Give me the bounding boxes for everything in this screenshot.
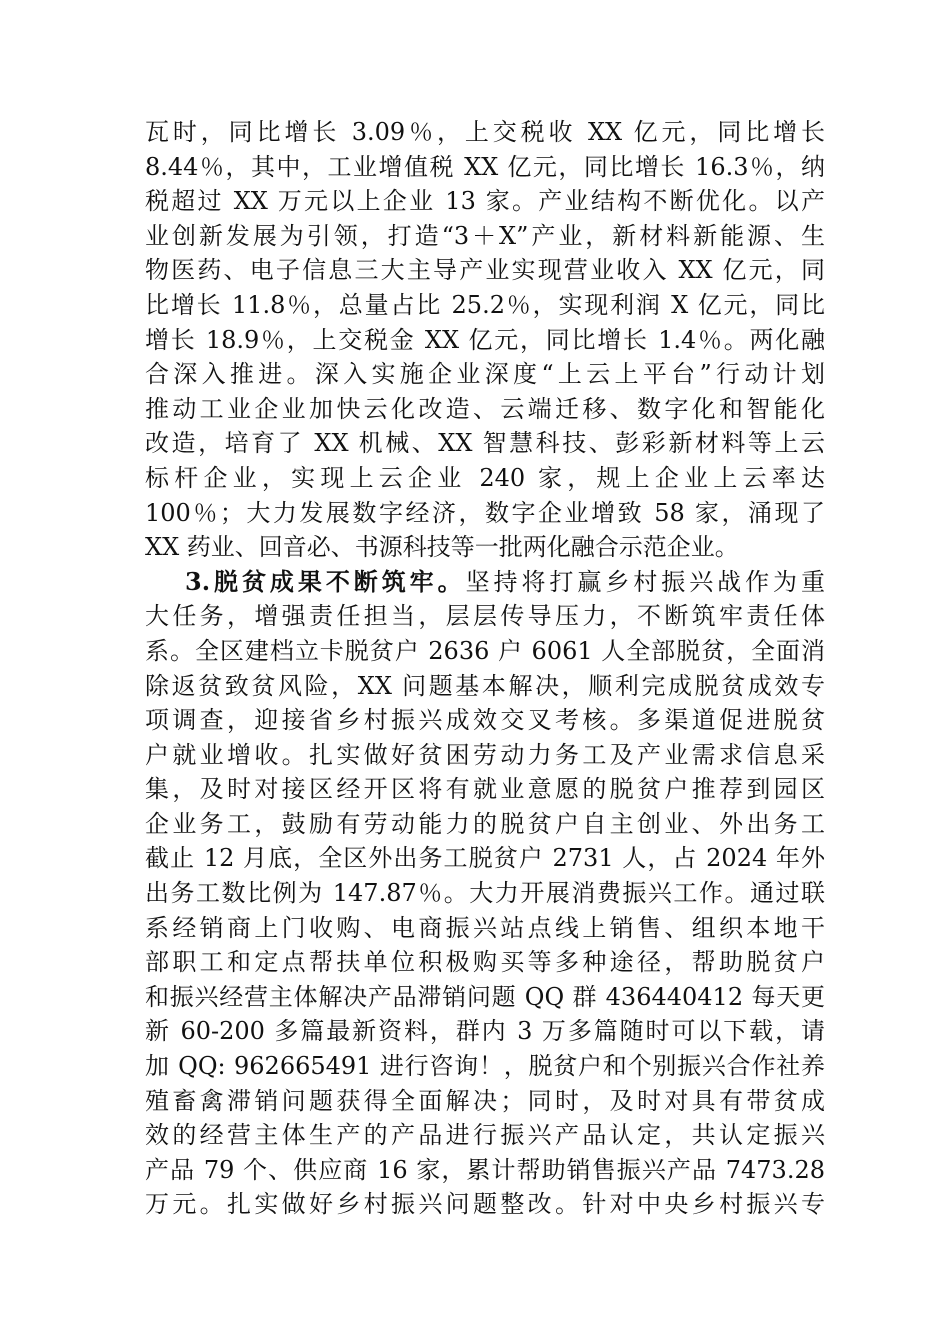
text-line: 物医药、电子信息三大主导产业实现营业收入 XX 亿元，同 <box>145 256 825 285</box>
text-line: 新 60-200 多篇最新资料，群内 3 万多篇随时可以下载，请 <box>145 1017 825 1046</box>
section-first-line-text: 坚持将打赢乡村振兴战作为重 <box>465 567 825 596</box>
text-line: 出务工数比例为 147.87％。大力开展消费振兴工作。通过联 <box>145 879 825 908</box>
text-line: 加 QQ: 962665491 进行咨询！，脱贫户和个别振兴合作社养 <box>145 1052 825 1081</box>
text-line: 标杆企业，实现上云企业 240 家，规上企业上云率达 <box>145 463 825 492</box>
text-line: 效的经营主体生产的产品进行振兴产品认定，共认定振兴 <box>145 1121 825 1150</box>
text-line: 合深入推进。深入实施企业深度“上云上平台”行动计划 <box>145 360 825 389</box>
text-line: 业创新发展为引领，打造“3＋X”产业，新材料新能源、生 <box>145 221 825 250</box>
text-line: 部职工和定点帮扶单位积极购买等多种途径，帮助脱贫户 <box>145 948 825 977</box>
text-line: 项调查，迎接省乡村振兴成效交叉考核。多渠道促进脱贫 <box>145 706 825 735</box>
text-line: 瓦时，同比增长 3.09％，上交税收 XX 亿元，同比增长 <box>145 118 825 146</box>
text-line: 8.44％，其中，工业增值税 XX 亿元，同比增长 16.3％，纳 <box>145 152 825 181</box>
text-line: 系。全区建档立卡脱贫户 2636 户 6061 人全部脱贫，全面消 <box>145 636 825 665</box>
section-first-line <box>145 565 825 600</box>
text-line: XX 药业、回音必、书源科技等一批两化融合示范企业。 <box>145 533 739 562</box>
text-line: 系经销商上门收购、电商振兴站点线上销售、组织本地干 <box>145 913 825 942</box>
document-body <box>145 115 825 1222</box>
text-line: 截止 12 月底，全区外出务工脱贫户 2731 人，占 2024 年外 <box>145 844 825 873</box>
text-line: 税超过 XX 万元以上企业 13 家。产业结构不断优化。以产 <box>145 187 825 216</box>
text-line: 比增长 11.8％，总量占比 25.2％，实现利润 X 亿元，同比 <box>145 290 825 319</box>
text-line: 户就业增收。扎实做好贫困劳动力务工及产业需求信息采 <box>145 740 825 769</box>
text-line: 大任务，增强责任担当，层层传导压力，不断筑牢责任体 <box>145 602 825 631</box>
text-line: 企业务工，鼓励有劳动能力的脱贫户自主创业、外出务工 <box>145 809 825 838</box>
text-line: 殖畜禽滞销问题获得全面解决；同时，及时对具有带贫成 <box>145 1086 825 1115</box>
text-line: 产品 79 个、供应商 16 家，累计帮助销售振兴产品 7473.28 <box>145 1155 825 1184</box>
text-line: 增长 18.9％，上交税金 XX 亿元，同比增长 1.4％。两化融 <box>145 325 825 354</box>
text-line: 万元。扎实做好乡村振兴问题整改。针对中央乡村振兴专 <box>145 1190 825 1219</box>
text-line: 除返贫致贫风险，XX 问题基本解决，顺利完成脱贫成效专 <box>145 671 825 700</box>
section-heading: 3.脱贫成果不断筑牢。 <box>185 566 466 596</box>
text-line: 改造，培育了 XX 机械、XX 智慧科技、彭彩新材料等上云 <box>145 429 825 458</box>
text-line: 100％；大力发展数字经济，数字企业增致 58 家，涌现了 <box>145 498 825 527</box>
text-line: 集，及时对接区经开区将有就业意愿的脱贫户推荐到园区 <box>145 775 825 804</box>
text-line: 和振兴经营主体解决产品滞销问题 QQ 群 436440412 每天更 <box>145 982 825 1011</box>
text-line: 推动工业企业加快云化改造、云端迁移、数字化和智能化 <box>145 394 825 423</box>
